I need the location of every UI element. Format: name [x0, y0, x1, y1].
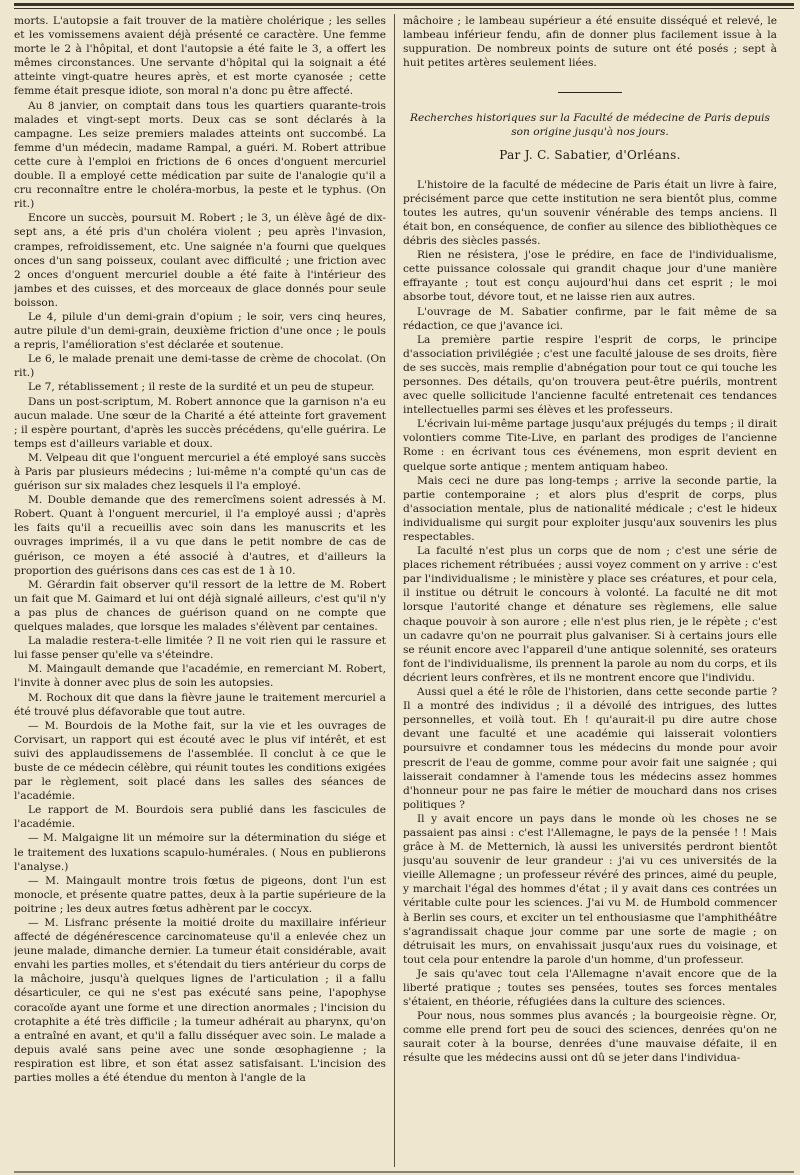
- paragraph: Au 8 janvier, on comptait dans tous les quartiers quarante-trois malades et vingt-sept morts. Deux cas se sont déclarés à la campagne. Les seize premiers malades atteints ont succombé. La femme d'un médecin, madame Rampal, a guéri. M. Robert attribue cette cure à l'emploi en frictions de 6 onces d'onguent mercuriel double. Il a employé cette médication par suite de l'analogie qu'il a cru reconnaître entre le choléra-morbus, la peste et le typhus. (On rit.): [14, 99, 386, 211]
- paragraph: Le 6, le malade prenait une demi-tasse de crème de chocolat. (On rit.): [14, 353, 386, 380]
- paragraph: — M. Malgaigne lit un mémoire sur la détermination du siége et le traitement des luxations scapulo-humérales. ( Nous en publierons l'analyse.): [14, 832, 386, 873]
- paragraph: Mais ceci ne dure pas long-temps ; arrive la seconde partie, la partie contemporaine ; et alors plus d'esprit de corps, plus d'association mentale, plus de nationalité médicale ; c'est le hideux individualisme qui surgit pour exploiter jusqu'aux souvenirs les plus respectables.: [403, 474, 777, 543]
- paragraph: L'histoire de la faculté de médecine de Paris était un livre à faire, précisément parce que cette institution ne sera bientôt plus, comme toutes les autres, qu'un souvenir vénérable des temps anciens. Il était bon, en conséquence, de confier au silence des bibliothèques ce débris des siècles passés.: [403, 178, 777, 248]
- paragraph: La maladie restera-t-elle limitée ? Il ne voit rien qui le rassure et lui fasse penser qu'elle va s'éteindre.: [14, 635, 386, 662]
- paragraph: Dans un post-scriptum, M. Robert annonce que la garnison n'a eu aucun malade. Une sœur de la Charité a été atteinte fort gravement ; il espère pourtant, d'après les succès précédens, qu'elle guérira. Le temps est d'ailleurs variable et doux.: [14, 395, 386, 450]
- paragraph: M. Maingault demande que l'académie, en remerciant M. Robert, l'invite à donner avec plus de soin les autopsies.: [14, 663, 386, 690]
- paragraph: Rien ne résistera, j'ose le prédire, en face de l'individualisme, cette puissance colossale qui grandit chaque jour d'une manière effrayante ; tout est conçu aujourd'hui dans cet esprit ; le moi absorbe tout, dévore tout, et ne laisse rien aux autres.: [403, 249, 777, 304]
- paragraph: Il y avait encore un pays dans le monde où les choses ne se passaient pas ainsi : c'est l'Allemagne, le pays de la pensée ! ! Mais grâce à M. de Metternich, là aussi les universités perdront bientôt jusqu'au souvenir de leur grandeur : j'ai vu ces universités de la vieille Allemagne ; un professeur révéré des princes, aimé du peuple, y marchait l'égal des hommes d'état ; il y avait dans ces contrées un véritable culte pour les sciences. J'ai vu M. de Humbold commencer à Berlin ses cours, et exciter un tel enthousiasme que l'amphithéâtre s'agrandissait chaque jour comme par une sorte de magie ; on détruisait les murs, on envahissait jusqu'aux rues du voisinage, et tout cela pour entendre la parole d'un homme, d'un professeur.: [403, 812, 777, 966]
- paragraph: L'ouvrage de M. Sabatier confirme, par le fait même de sa rédaction, ce que j'avance ici.: [403, 305, 777, 332]
- paragraph: Le rapport de M. Bourdois sera publié dans les fascicules de l'académie.: [14, 804, 386, 831]
- paragraph: Encore un succès, poursuit M. Robert ; le 3, un élève âgé de dix-sept ans, a été pris d'un choléra violent ; peu après l'invasion, crampes, refroidissement, etc. Une saignée n'a fourni que quelques onces d'un sang poisseux, coulant avec difficulté ; une friction avec 2 onces d'onguent mercuriel double a été faite à l'intérieur des jambes et des cuisses, et des morceaux de glace donnés pour seule boisson.: [14, 212, 386, 309]
- paragraph: L'écrivain lui-même partage jusqu'aux préjugés du temps ; il dirait volontiers comme Tite-Live, en parlant des prodiges de l'ancienne Rome : en écrivant tous ces événemens, mon esprit devient en quelque sorte antique ; mentem antiquam habeo.: [403, 418, 777, 473]
- paragraph: Le 7, rétablissement ; il reste de la surdité et un peu de stupeur.: [28, 381, 375, 394]
- section-separator: [558, 92, 622, 93]
- top-rule: [14, 3, 794, 6]
- column-divider: [394, 14, 395, 1167]
- paragraph: — M. Bourdois de la Mothe fait, sur la vie et les ouvrages de Corvisart, un rapport qui est écouté avec le plus vif intérêt, et est suivi des applaudissemens de l'assemblée. Il conclut à ce que le buste de ce médecin célèbre, qui réunit toutes les conditions exigées par le règlement, soit placé dans les salles des séances de l'académie.: [14, 719, 386, 803]
- paragraph: M. Velpeau dit que l'onguent mercuriel a été employé sans succès à Paris par plusieurs médecins ; lui-même n'a compté qu'un cas de guérison sur six malades chez lesquels il l'a employé.: [14, 451, 386, 493]
- paragraph: M. Double demande que des remercîmens soient adressés à M. Robert. Quant à l'onguent mercuriel, il l'a employé aussi ; d'après les faits qu'il a recueillis avec soin dans les manuscrits et les ouvrages imprimés, il a vu que dans le petit nombre de cas de guérison, ce moyen a été associé à d'autres, et d'ailleurs la proportion des guérisons dans ces cas est de 1 à 10.: [14, 494, 386, 577]
- paragraph: La première partie respire l'esprit de corps, le principe d'association privilégiée ; c'est une faculté jalouse de ses droits, fière de ses succès, mais remplie d'abnégation pour tout ce qui touche les personnes. Des détails, qu'on trouvera peut-être puérils, montrent avec quelle sollicitude l'ancienne faculté entretenait ces tendances intellectuelles parmi ses élèves et les professeurs.: [403, 333, 777, 417]
- paragraph: Pour nous, nous sommes plus avancés ; la bourgeoisie règne. Or, comme elle prend fort peu de souci des sciences, denrées qu'on ne saurait coter à la bourse, denrées d'une mauvaise défaite, il en résulte que les médecins aussi ont dû se jeter dans l'individua-: [403, 1010, 777, 1065]
- left-column: [14, 14, 386, 1167]
- paragraph: M. Gérardin fait observer qu'il ressort de la lettre de M. Robert un fait que M. Gaimard et lui ont déjà signalé ailleurs, c'est qu'il n'y a pas plus de chances de guérison quand on ne compte que quelques malades, que lorsque les malades s'élèvent par centaines.: [14, 578, 386, 634]
- right-column: [403, 14, 777, 1167]
- paragraph: Aussi quel a été le rôle de l'historien, dans cette seconde partie ? Il a montré des individus ; il a dévoilé des intrigues, des luttes personnelles, et voilà tout. Eh ! qu'aurait-il pu dire autre chose devant une faculté et une académie qui laisserait volontiers poursuivre et condamner tous les médecins du monde pour avoir prescrit de l'eau de gomme, comme pour avoir fait une saignée ; qui laisserait condamner à l'amende tous les médecins assez hommes d'honneur pour ne pas faire le métier de mouchard dans nos crises politiques ?: [403, 686, 777, 811]
- paragraph: — M. Maingault montre trois fœtus de pigeons, dont l'un est monocle, et présente quatre pattes, deux à la partie supérieure de la poitrine ; les deux autres fœtus adhèrent par le coccyx.: [14, 874, 386, 915]
- paragraph: La faculté n'est plus un corps que de nom ; c'est une série de places richement rétribuées ; aussi voyez comment on y arrive : c'est par l'individualisme ; le ministère y place ses créatures, et pour cela, il institue ou détruit le concours à volonté. La faculté ne dit mot lorsque l'autorité change et dénature ses règlemens, elle salue chaque pouvoir à son aurore ; elle n'est plus rien, je le répète ; c'est un cadavre qu'on ne pourrait plus galvaniser. Si à certains jours elle se réunit encore avec l'appareil d'une antique solennité, ses orateurs font de l'individualisme, ils prennent la parole au nom du corps, et ils décrient leurs confrères, et ils ne montrent encore que l'individu.: [403, 545, 777, 684]
- continuation-paragraph: mâchoire ; le lambeau supérieur a été ensuite disséqué et relevé, le lambeau inférieur fendu, afin de donner plus facilement issue à la suppuration. De nombreux points de suture ont été posés ; sept à huit petites artères seulement liées.: [403, 15, 777, 70]
- paragraph: Le 4, pilule d'un demi-grain d'opium ; le soir, vers cinq heures, autre pilule d'un demi-grain, deuxième friction d'une once ; le pouls a repris, l'amélioration s'est déclarée et soutenue.: [14, 310, 386, 352]
- article-author: Par J. C. Sabatier, d'Orléans.: [499, 147, 681, 162]
- paragraph: Je sais qu'avec tout cela l'Allemagne n'avait encore que de la liberté pratique ; toutes ses pensées, toutes ses forces mentales s'étaient, en théorie, réfugiées dans la culture des sciences.: [403, 967, 777, 1009]
- paragraph: morts. L'autopsie a fait trouver de la matière cholérique ; les selles et les vomissemens avaient déjà présenté ce caractère. Une femme morte le 2 à l'hôpital, et dont l'autopsie a été faite le 3, a offert les mêmes circonstances. Une servante d'hôpital qui la soignait a été atteinte vingt-quatre heures après, et est morte cyanosée ; cette femme était presque idiote, son moral n'a donc pu être affecté.: [14, 15, 386, 98]
- paragraph: — M. Lisfranc présente la moitié droite du maxillaire inférieur affecté de dégénérescence carcinomateuse qu'il a enlevée chez un jeune malade, dimanche dernier. La tumeur était considérable, avait envahi les parties molles, et s'étendait du tiers antérieur du corps de la mâchoire, jusqu'à quelques lignes de l'articulation ; il a fallu désarticuler, ce qui ne s'est pas exécuté sans peine, l'apophyse coracoïde ayant une forme et une direction anormales ; l'incision du crotaphite a été très difficile ; la tumeur adhérait au pharynx, qu'on a entraîné en avant, et qu'il a fallu disséquer avec soin. Le malade a depuis avalé sans peine avec une sonde œsophagienne ; la respiration est libre, et son état assez satisfaisant. L'incision des parties molles a été étendue du menton à l'angle de la: [14, 917, 386, 1085]
- article-title: Recherches historiques sur la Faculté de médecine de Paris depuis son origine jusqu'à nos jours.: [409, 112, 770, 139]
- paragraph: M. Rochoux dit que dans la fièvre jaune le traitement mercuriel a été trouvé plus défavorable que tout autre.: [14, 691, 386, 718]
- top-rule-thin: [14, 8, 794, 9]
- bottom-edge: [14, 1171, 794, 1173]
